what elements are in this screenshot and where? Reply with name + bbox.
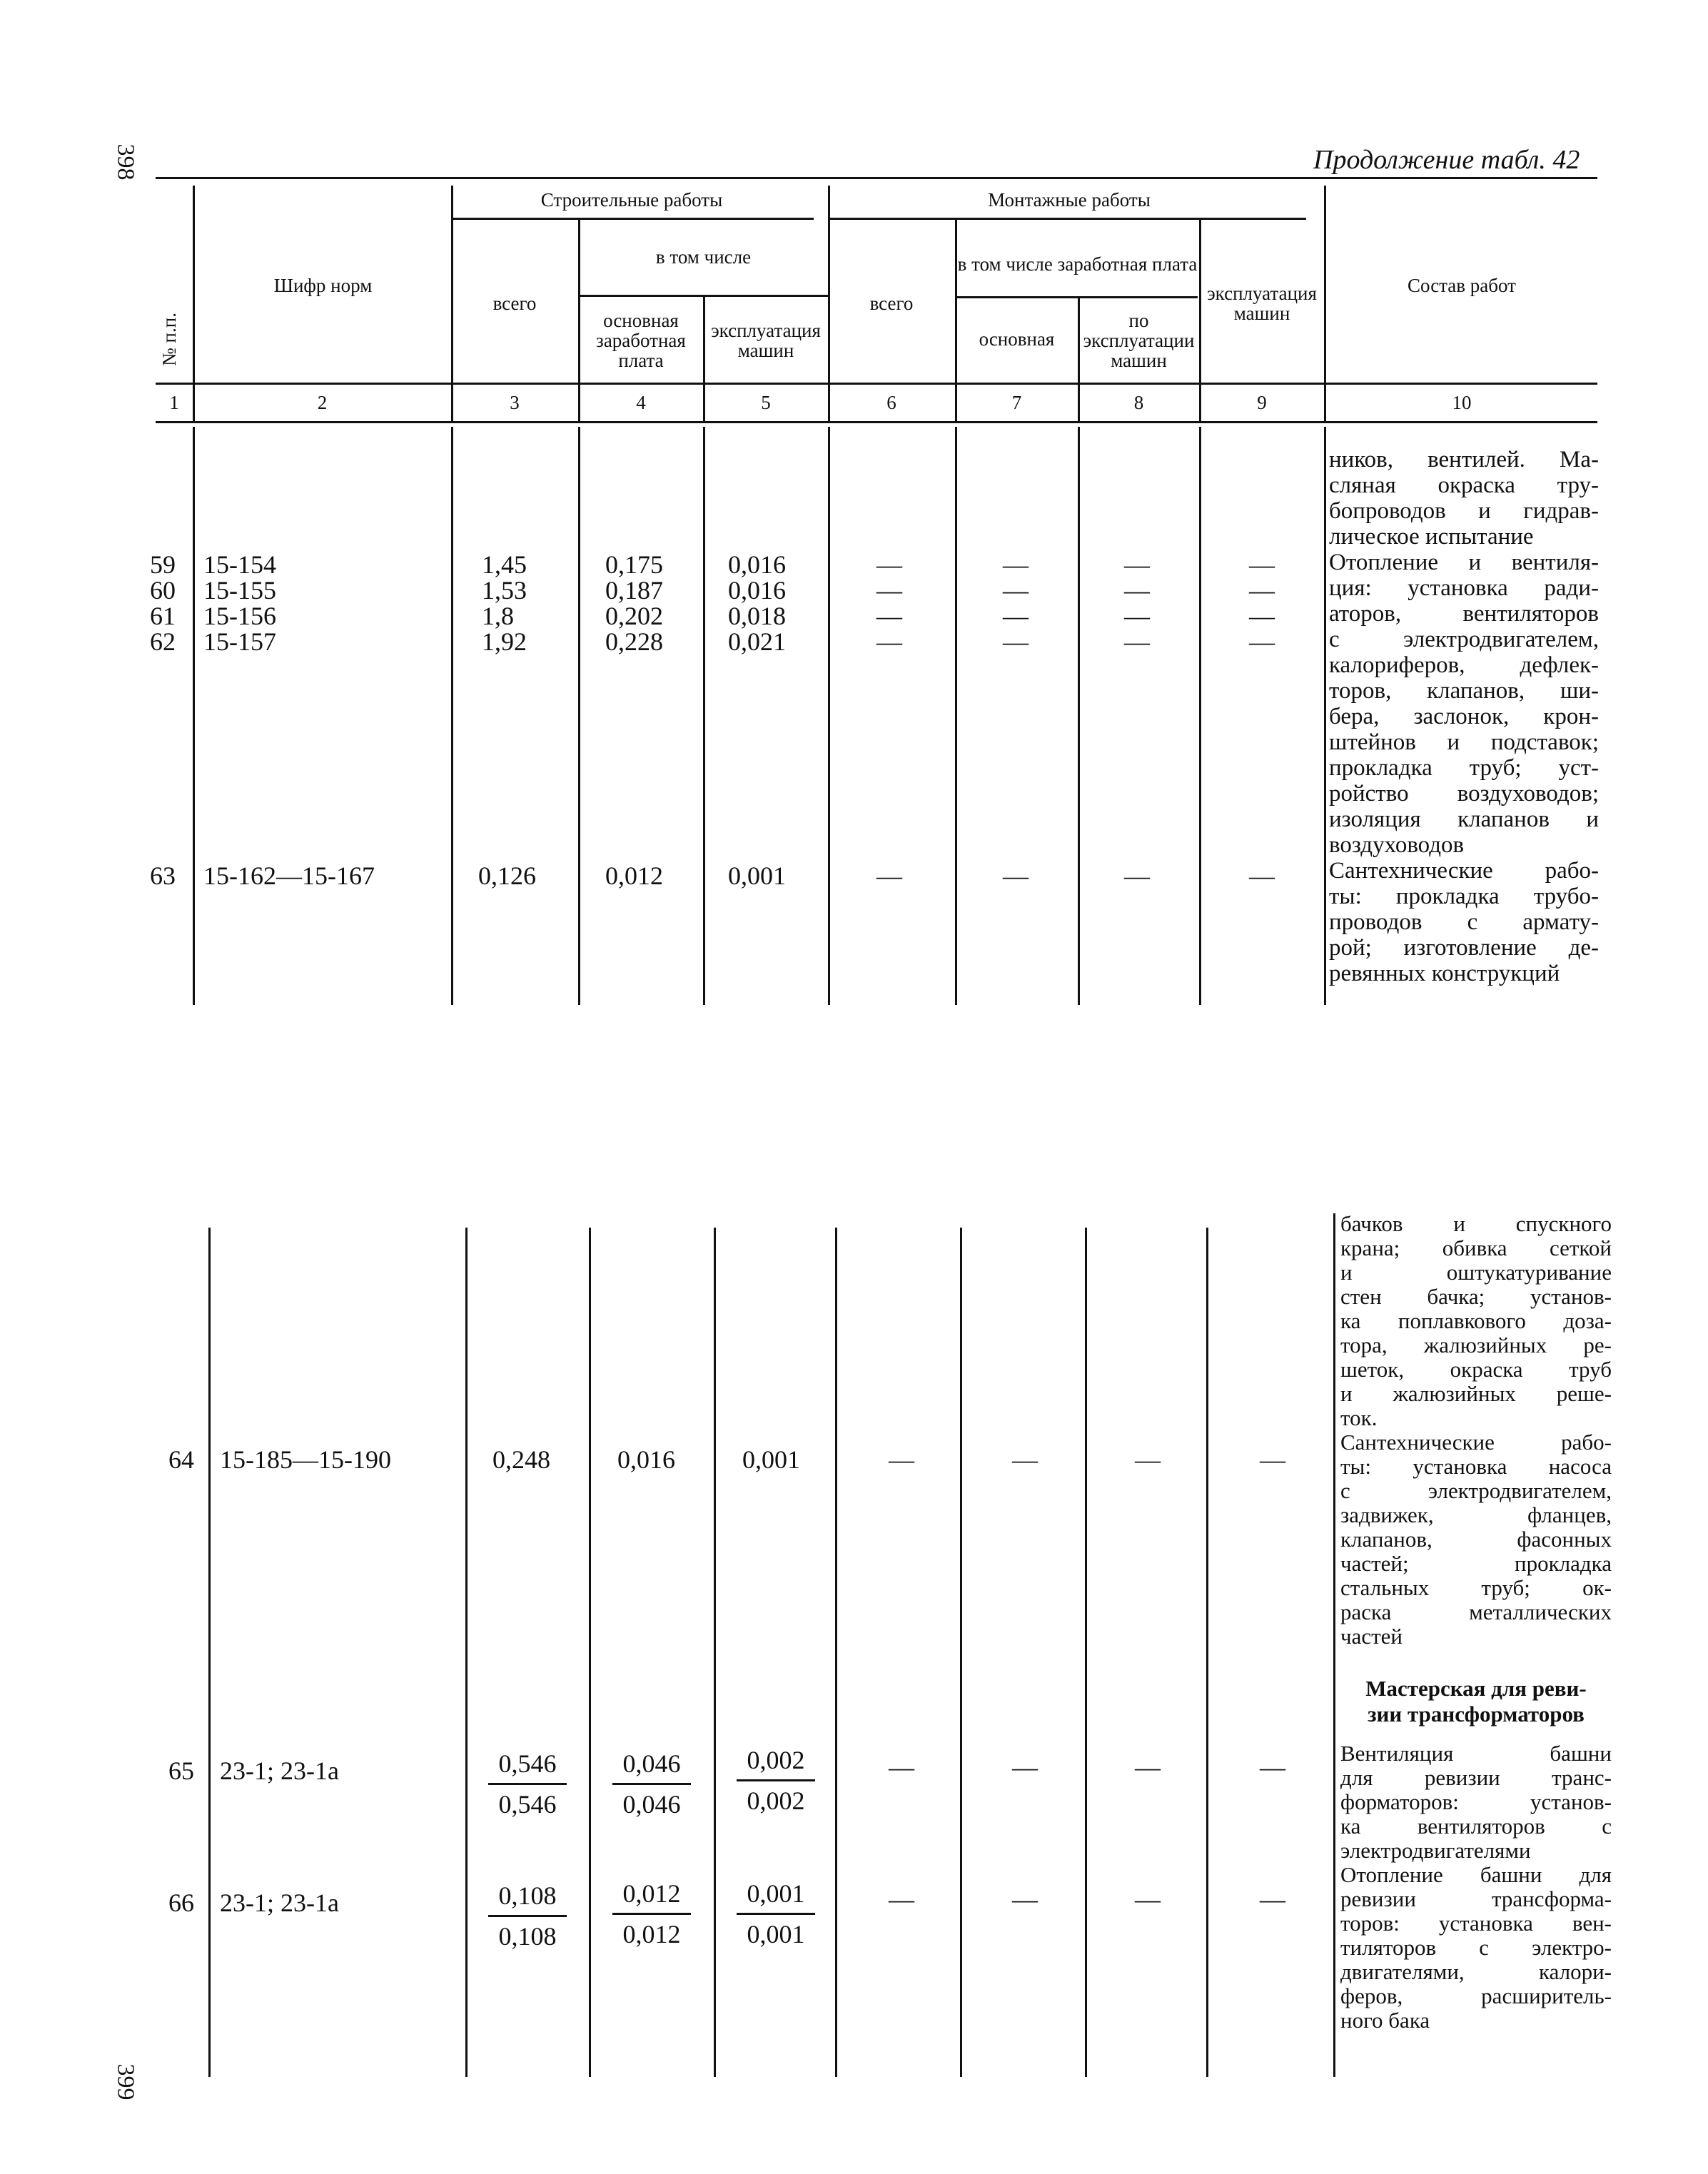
body-vline (1085, 1228, 1087, 2077)
header-rule-4 (156, 421, 1597, 423)
header-composition: Состав работ (1408, 275, 1516, 296)
body-vline (1199, 427, 1201, 1005)
body-vline (828, 427, 830, 1005)
build-machines: 0,018 (728, 602, 786, 630)
dash: — (1003, 602, 1029, 630)
header-build-wages: основная заработная плата (596, 310, 686, 371)
body-vline (1078, 427, 1080, 1005)
build-wages: 0,187 (605, 576, 663, 605)
body-vline (451, 427, 453, 1005)
dash: — (1260, 1753, 1285, 1781)
dash: — (1135, 1753, 1161, 1781)
dash: — (1012, 1445, 1038, 1474)
header-rule-vtom-zar (955, 296, 1198, 298)
build-total-fraction: $\frac{0,546}{0,546}$ (488, 1749, 567, 1819)
header-build-vtom: в том числе (655, 246, 752, 268)
row-index: 61 (150, 602, 176, 630)
dash: — (876, 550, 902, 579)
dash: — (889, 1753, 914, 1781)
col-number: 7 (1011, 392, 1022, 413)
header-mount-by-machines: по эксплуатации машин (1083, 310, 1195, 371)
header-sub-rule-build (451, 218, 814, 220)
header-build-total: всего (492, 293, 537, 314)
dash: — (876, 576, 902, 605)
dash: — (1003, 627, 1029, 656)
build-total: 1,8 (482, 602, 514, 630)
norm-code: 15-154 (203, 550, 276, 579)
build-total: 0,126 (478, 861, 536, 890)
build-wages-fraction: $\frac{0,012}{0,012}$ (612, 1879, 691, 1949)
build-machines-fraction: $\frac{0,002}{0,002}$ (737, 1745, 815, 1816)
col-number: 3 (510, 392, 520, 413)
dash: — (1124, 550, 1150, 579)
body-vline (835, 1228, 837, 2077)
build-wages: 0,016 (617, 1445, 675, 1474)
col-number: 5 (761, 392, 771, 413)
body-vline (960, 1228, 962, 2077)
page-number-top: 398 (112, 143, 139, 181)
body-vline (1333, 1213, 1335, 2077)
work-composition-bottom-b: Вентиляция башни для ревизии транс- форматоров: установ- ка вентиляторов с электродвигателями Отопление башни для ревизии трансформа- торов: установка вен- тиляторов с электро- двигателями, калори- феров, расширитель- ного бака (1340, 1741, 1612, 2033)
row-index: 66 (168, 1889, 194, 1917)
norm-code: 15-156 (203, 602, 276, 630)
dash: — (1260, 1445, 1285, 1474)
table-continuation-title: Продолжение табл. 42 (1313, 145, 1580, 175)
build-machines: 0,001 (742, 1445, 800, 1474)
work-composition-top: ников, вентилей. Ма- сляная окраска тру- бопроводов и гидрав- лическое испытание Отопление и вентиля- ция: установка ради- аторов, вентиляторов с электродвигателем, калориферов, дефлек- торов, клапанов, ши- бера, заслонок, крон- штейнов и подставок; прокладка труб; уст- ройство воздуховодов; изоляция клапанов и воздуховодов Сантехнические рабо- ты: прокладка трубо- проводов с армату- рой; изготовление де- ревянных конструкций (1329, 447, 1599, 986)
header-top-rule (156, 177, 1597, 179)
dash: — (889, 1885, 914, 1913)
build-machines: 0,001 (728, 861, 786, 890)
build-wages: 0,228 (605, 627, 663, 656)
row-index: 59 (150, 550, 176, 579)
header-build-machines: эксплуатация машин (711, 320, 821, 361)
dash: — (1003, 861, 1029, 890)
build-wages-fraction: $\frac{0,046}{0,046}$ (612, 1749, 691, 1819)
col-number: 1 (169, 392, 179, 413)
header-group-mount: Монтажные работы (988, 189, 1151, 211)
dash: — (1260, 1885, 1285, 1913)
body-vline (193, 427, 195, 1005)
row-index: 60 (150, 576, 176, 605)
body-vline (703, 427, 705, 1005)
row-index: 65 (168, 1756, 194, 1785)
dash: — (1012, 1885, 1038, 1913)
build-total-fraction: $\frac{0,108}{0,108}$ (488, 1881, 567, 1951)
header-rule-3 (156, 383, 1597, 385)
build-machines-fraction: $\frac{0,001}{0,001}$ (737, 1879, 815, 1949)
norm-code: 15-162—15-167 (203, 861, 375, 890)
col-number: 2 (317, 392, 328, 413)
header-mount-vtom-wages: в том числе заработная плата (957, 253, 1198, 275)
build-machines: 0,016 (728, 576, 786, 605)
build-total: 0,248 (492, 1445, 550, 1474)
build-wages: 0,175 (605, 550, 663, 579)
col-number: 10 (1452, 392, 1472, 413)
dash: — (876, 602, 902, 630)
build-wages: 0,012 (605, 861, 663, 890)
build-total: 1,53 (482, 576, 527, 605)
row-index: 63 (150, 861, 176, 890)
build-total: 1,92 (482, 627, 527, 656)
build-total: 1,45 (482, 550, 527, 579)
dash: — (1135, 1885, 1161, 1913)
header-sub-rule-mount (828, 218, 1306, 220)
norm-code: 15-185—15-190 (220, 1445, 391, 1474)
dash: — (1249, 861, 1275, 890)
header-code: Шифр норм (273, 275, 373, 296)
norm-code: 15-155 (203, 576, 276, 605)
col-number: 9 (1257, 392, 1267, 413)
dash: — (876, 627, 902, 656)
dash: — (1249, 602, 1275, 630)
dash: — (1124, 576, 1150, 605)
section-heading-transformer-workshop: Мастерская для реви- зии трансформаторов (1365, 1676, 1587, 1726)
build-machines: 0,016 (728, 550, 786, 579)
norm-code: 23-1; 23-1а (220, 1756, 339, 1785)
header-mount-total: всего (869, 293, 914, 314)
header-mount-basic: основная (979, 328, 1055, 350)
body-vline (465, 1228, 468, 2077)
dash: — (876, 861, 902, 890)
col-number: 4 (636, 392, 646, 413)
body-vline (208, 1228, 211, 2077)
dash: — (1003, 550, 1029, 579)
col-number: 6 (886, 392, 896, 413)
work-composition-bottom-a: бачков и спускного крана; обивка сеткой и оштукатуривание стен бачка; установ- ка поплавкового доза- тора, жалюзийных ре- шеток, окраска труб и жалюзийных реше- ток. Сантехнические рабо- ты: установка насоса с электродвигателем, задвижек, фланцев, клапанов, фасонных частей; прокладка стальных труб; ок- раска металлических частей (1340, 1211, 1612, 1649)
body-vline (1324, 427, 1326, 1005)
body-vline (578, 427, 580, 1005)
dash: — (1012, 1753, 1038, 1781)
dash: — (1249, 550, 1275, 579)
norm-code: 15-157 (203, 627, 276, 656)
row-index: 62 (150, 627, 176, 656)
dash: — (889, 1445, 914, 1474)
header-group-build: Строительные работы (540, 189, 723, 211)
body-vline (1206, 1228, 1208, 2077)
row-index: 64 (168, 1445, 194, 1474)
body-vline (589, 1228, 591, 2077)
body-vline (714, 1228, 716, 2077)
dash: — (1124, 627, 1150, 656)
dash: — (1124, 861, 1150, 890)
dash: — (1124, 602, 1150, 630)
header-mount-machines: эксплуатация машин (1207, 283, 1317, 324)
norm-code: 23-1; 23-1а (220, 1889, 339, 1917)
dash: — (1249, 627, 1275, 656)
dash: — (1003, 576, 1029, 605)
col-number: 8 (1133, 392, 1144, 413)
build-machines: 0,021 (728, 627, 786, 656)
dash: — (1135, 1445, 1161, 1474)
page-number-bottom: 399 (112, 2063, 139, 2100)
header-col-index: № п.п. (158, 313, 180, 366)
dash: — (1249, 576, 1275, 605)
build-wages: 0,202 (605, 602, 663, 630)
body-vline (955, 427, 957, 1005)
